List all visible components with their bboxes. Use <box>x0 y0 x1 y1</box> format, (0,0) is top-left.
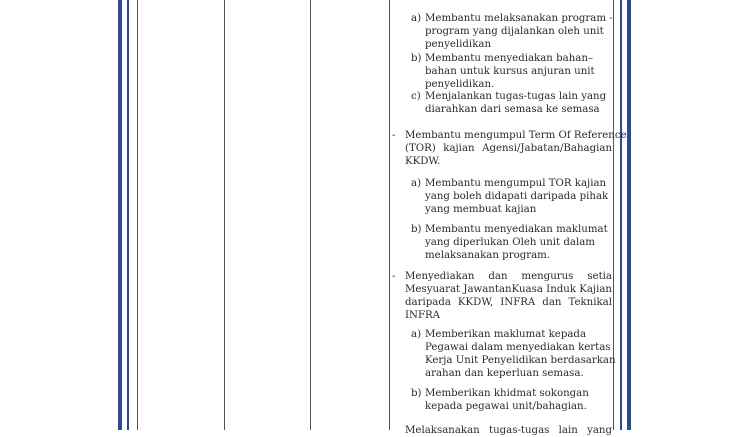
list-item-line: Pegawai dalam menyediakan kertas <box>425 342 611 353</box>
table-column-divider <box>310 0 311 430</box>
list-item-line: Memberikan khidmat sokongan <box>425 388 589 399</box>
list-item-line: kepada pegawai unit/bahagian. <box>425 401 587 412</box>
list-item-line: melaksanakan program. <box>425 250 551 261</box>
list-marker: a) <box>411 13 422 24</box>
paragraph-line: Menyediakan dan mengurus setia <box>405 271 612 282</box>
paragraph-line: (TOR) kajian Agensi/Jabatan/Bahagian <box>405 143 612 154</box>
list-marker: a) <box>411 178 422 189</box>
list-item-line: diarahkan dari semasa ke semasa <box>425 104 600 115</box>
list-item-line: Membantu mengumpul TOR kajian <box>425 178 607 189</box>
list-item-line: arahan dan keperluan semasa. <box>425 368 584 379</box>
list-item-line: yang diperlukan Oleh unit dalam <box>425 237 595 248</box>
list-item-line: yang boleh didapati daripada pihak <box>425 191 609 202</box>
list-item-line: penyelidikan <box>425 39 491 50</box>
paragraph-line: INFRA <box>405 310 441 321</box>
list-marker: b) <box>411 224 422 235</box>
list-item-line: penyelidikan. <box>425 79 495 90</box>
table-column-divider <box>224 0 225 430</box>
paragraph-line: Membantu mengumpul Term Of Reference <box>405 130 627 141</box>
list-item-line: bahan untuk kursus anjuran unit <box>425 66 595 77</box>
list-item-line: Kerja Unit Penyelidikan berdasarkan <box>425 355 616 366</box>
paragraph-line-partial: Melaksanakan tugas-tugas lain yang <box>405 425 612 436</box>
list-marker: c) <box>411 91 421 102</box>
page-border-left <box>118 0 129 430</box>
list-marker: a) <box>411 329 422 340</box>
paragraph-line: KKDW. <box>405 156 441 167</box>
list-item-line: Membantu menyediakan maklumat <box>425 224 608 235</box>
list-item-line: Membantu melaksanakan program - <box>425 13 613 24</box>
page-border-right <box>620 0 631 430</box>
list-marker: b) <box>411 53 422 64</box>
list-item-line: Menjalankan tugas-tugas lain yang <box>425 91 607 102</box>
list-item-line: yang membuat kajian <box>425 204 537 215</box>
table-column-divider <box>389 0 390 430</box>
list-marker: b) <box>411 388 422 399</box>
table-column-divider <box>137 0 138 430</box>
paragraph-line: Mesyuarat JawantanKuasa Induk Kajian <box>405 284 612 295</box>
paragraph-line: daripada KKDW, INFRA dan Teknikal <box>405 297 612 308</box>
list-item-line: program yang dijalankan oleh unit <box>425 26 604 37</box>
list-item-line: Memberikan maklumat kepada <box>425 329 587 340</box>
bullet-dash: - <box>392 271 396 282</box>
list-item-line: Membantu menyediakan bahan– <box>425 53 593 64</box>
bullet-dash: - <box>392 130 396 141</box>
